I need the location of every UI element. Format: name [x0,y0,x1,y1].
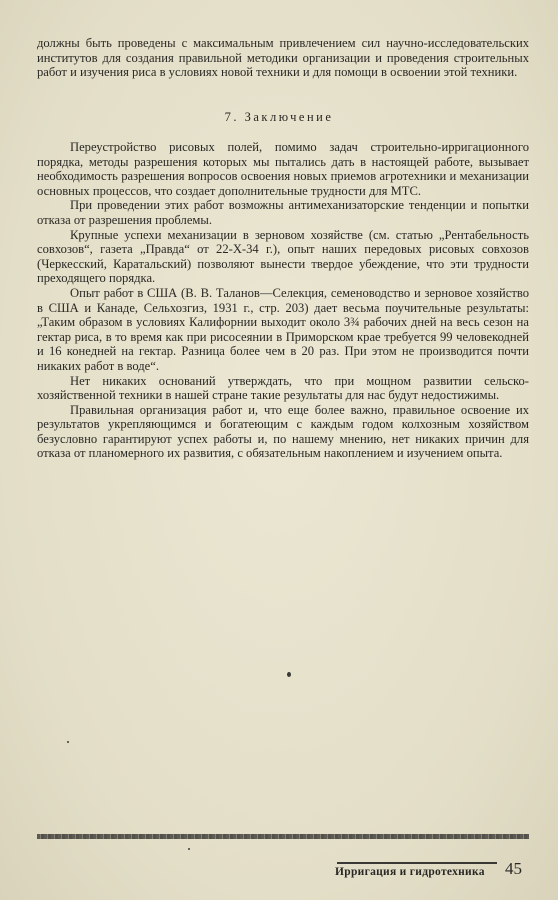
section-heading: 7. Заключение [224,110,334,124]
page-number: 45 [505,859,522,878]
intro-paragraph [37,36,529,80]
paragraph: Правильная организация работ и, что еще более важно, правильное освоение их результатов укрепляющимся и богатеющим с каждым годом колхозным хозяйством безусловно гарантируют успех работы и, по нашему мнению, нет никаких причин для отказа от планомерного их развития, с обязательным накоплением и изучением опыта. [37,402,529,461]
paragraph: Опыт работ в США (В. В. Таланов—Селекция, семеноводство и зерновое хозяйство в США и Канаде, Сельхозгиз, 1931 г., стр. 203) дает весьма поучительные результаты: „Таким образом в условиях Калифорнии выходит около 3¾ рабочих дней на весь сезон на гектар риса, в то время как при рисосеянии в Приморском крае требуется 99 человекодней и 16 конедней на гектар. Разница более чем в 20 раз. При этом не производится почти никаких работ в воде“. [37,285,529,373]
paragraph: При проведении этих работ возможны антимеханизаторские тенденции и попытки отказа от разрешения проблемы. [37,198,529,227]
paragraph: Крупные успехи механизации в зерновом хозяйстве (см. статью „Рентабельность совхозов“, газета „Правда“ от 22-X-34 г.), опыт наших передовых рисовых совхозов (Черкесский, Каратальский) позволяют вынести твердое убеждение, что эти трудности преходящего порядка. [37,227,529,286]
footer-divider [37,834,529,839]
paragraph: Переустройство рисовых полей, помимо задач строительно-ирригационного порядка, методы разрешения которых мы пытались дать в настоящей работе, вызывает необходимость разрешения вопросов освоения новых приемов агротехники и механизации основных процессов, что создает дополнительные трудности для МТС. [37,140,529,198]
paragraph: должны быть проведены с максимальным привлечением сил научно-исследовательских институтов для создания правильной методики организации и проведения строительных работ и изучения риса в условиях новой техники и для помощи в освоении этой техники. [37,36,529,80]
running-title-rule [337,862,497,864]
print-speck [287,672,291,677]
running-title: Ирригация и гидротехника [335,866,485,878]
section-body [37,140,529,461]
print-speck [188,848,190,850]
paragraph: Нет никаких оснований утверждать, что при мощном развитии сельско-хозяйственной техники в нашей стране такие результаты для нас будут недостижимы. [37,373,529,403]
print-speck [67,741,69,743]
